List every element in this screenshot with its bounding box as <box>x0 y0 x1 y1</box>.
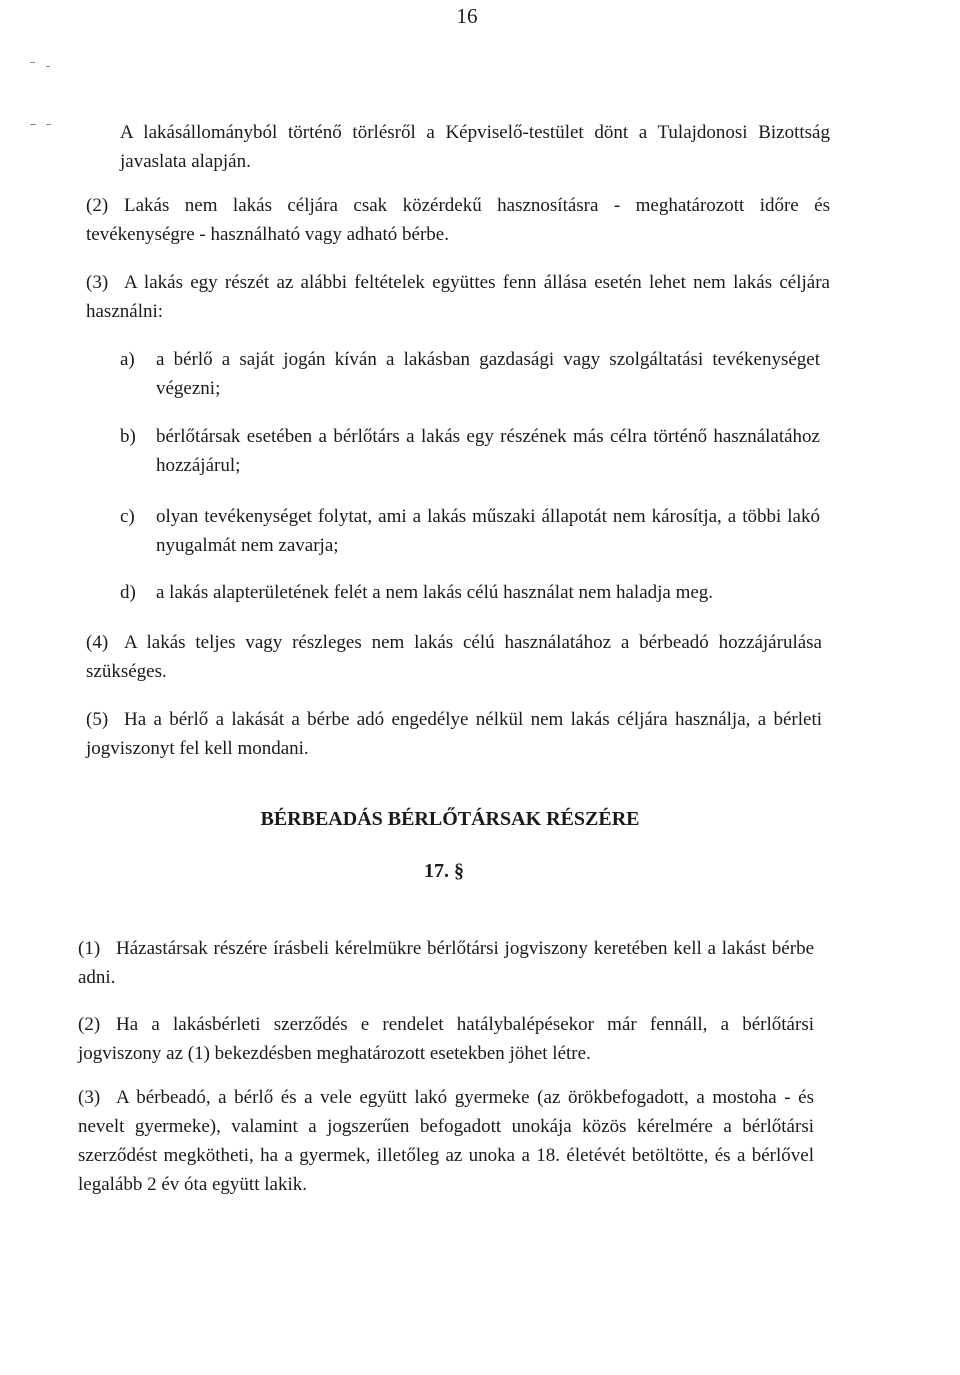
page-number: 16 <box>456 4 478 28</box>
paragraph-4 <box>86 628 822 686</box>
paragraph-number: (1) <box>78 938 101 959</box>
paragraph-text: A lakás teljes vagy részleges nem lakás célú használatához a bérbeadó hozzájárulása szükséges. <box>86 632 822 682</box>
list-item-d <box>120 578 820 607</box>
scan-speck <box>30 62 35 63</box>
list-item-letter: d) <box>120 582 136 603</box>
scan-speck <box>30 124 36 125</box>
section-paragraph-3 <box>78 1083 814 1199</box>
section-number: 17. § <box>424 860 464 882</box>
paragraph-number: (4) <box>86 632 109 653</box>
paragraph-3 <box>86 268 830 326</box>
paragraph-text: Házastársak részére írásbeli kérelmükre bérlőtársi jogviszony keretében kell a lakást bérbe adni. <box>78 938 814 988</box>
paragraph-number: (5) <box>86 709 109 730</box>
paragraph-2 <box>86 191 830 249</box>
list-item-c <box>120 502 820 560</box>
list-item-text: bérlőtársak esetében a bérlőtárs a lakás egy részének más célra történő használatához hozzájárul; <box>156 426 820 476</box>
scan-speck <box>46 124 51 125</box>
paragraph-text: Ha a lakásbérleti szerződés e rendelet hatálybalépésekor már fennáll, a bérlőtársi jogviszony az (1) bekezdésben meghatározott esetekben jöhet létre. <box>78 1014 814 1064</box>
paragraph-number: (2) <box>86 195 109 216</box>
section-heading: BÉRBEADÁS BÉRLŐTÁRSAK RÉSZÉRE <box>260 808 640 830</box>
list-item-letter: b) <box>120 426 136 447</box>
scan-speck <box>46 66 50 67</box>
list-item-a <box>120 345 820 403</box>
section-paragraph-2 <box>78 1010 814 1068</box>
list-item-text: a lakás alapterületének felét a nem lakás célú használat nem haladja meg. <box>156 582 714 603</box>
list-item-letter: c) <box>120 506 135 527</box>
paragraph-text: A lakás egy részét az alábbi feltételek együttes fenn állása esetén lehet nem lakás céljára használni: <box>86 272 830 322</box>
paragraph-5 <box>86 705 822 763</box>
paragraph-text: Lakás nem lakás céljára csak közérdekű hasznosításra - meghatározott időre és tevékenységre - használható vagy adható bérbe. <box>86 195 830 245</box>
paragraph-text: Ha a bérlő a lakását a bérbe adó engedélye nélkül nem lakás céljára használja, a bérleti jogviszonyt fel kell mondani. <box>86 709 822 759</box>
paragraph-number: (3) <box>78 1087 101 1108</box>
intro-paragraph: A lakásállományból történő törlésről a Képviselő-testület dönt a Tulajdonosi Bizottság javaslata alapján. <box>120 122 830 172</box>
paragraph-text: A bérbeadó, a bérlő és a vele együtt lakó gyermeke (az örökbefogadott, a mostoha - és nevelt gyermeke), valamint a jogszerűen befogadott unokája közös kérelmére a bérlőtársi szerződést megkötheti, ha a gyermek, illetőleg az unoka a 18. életévét betöltötte, és a bérlővel legalább 2 év óta együtt lakik. <box>78 1087 814 1195</box>
list-item-b <box>120 422 820 480</box>
list-item-text: a bérlő a saját jogán kíván a lakásban gazdasági vagy szolgáltatási tevékenységet végezni; <box>156 349 820 399</box>
paragraph-number: (2) <box>78 1014 101 1035</box>
paragraph-number: (3) <box>86 272 109 293</box>
list-item-text: olyan tevékenységet folytat, ami a lakás műszaki állapotát nem károsítja, a többi lakó nyugalmát nem zavarja; <box>156 506 820 556</box>
section-paragraph-1 <box>78 934 814 992</box>
list-item-letter: a) <box>120 349 135 370</box>
